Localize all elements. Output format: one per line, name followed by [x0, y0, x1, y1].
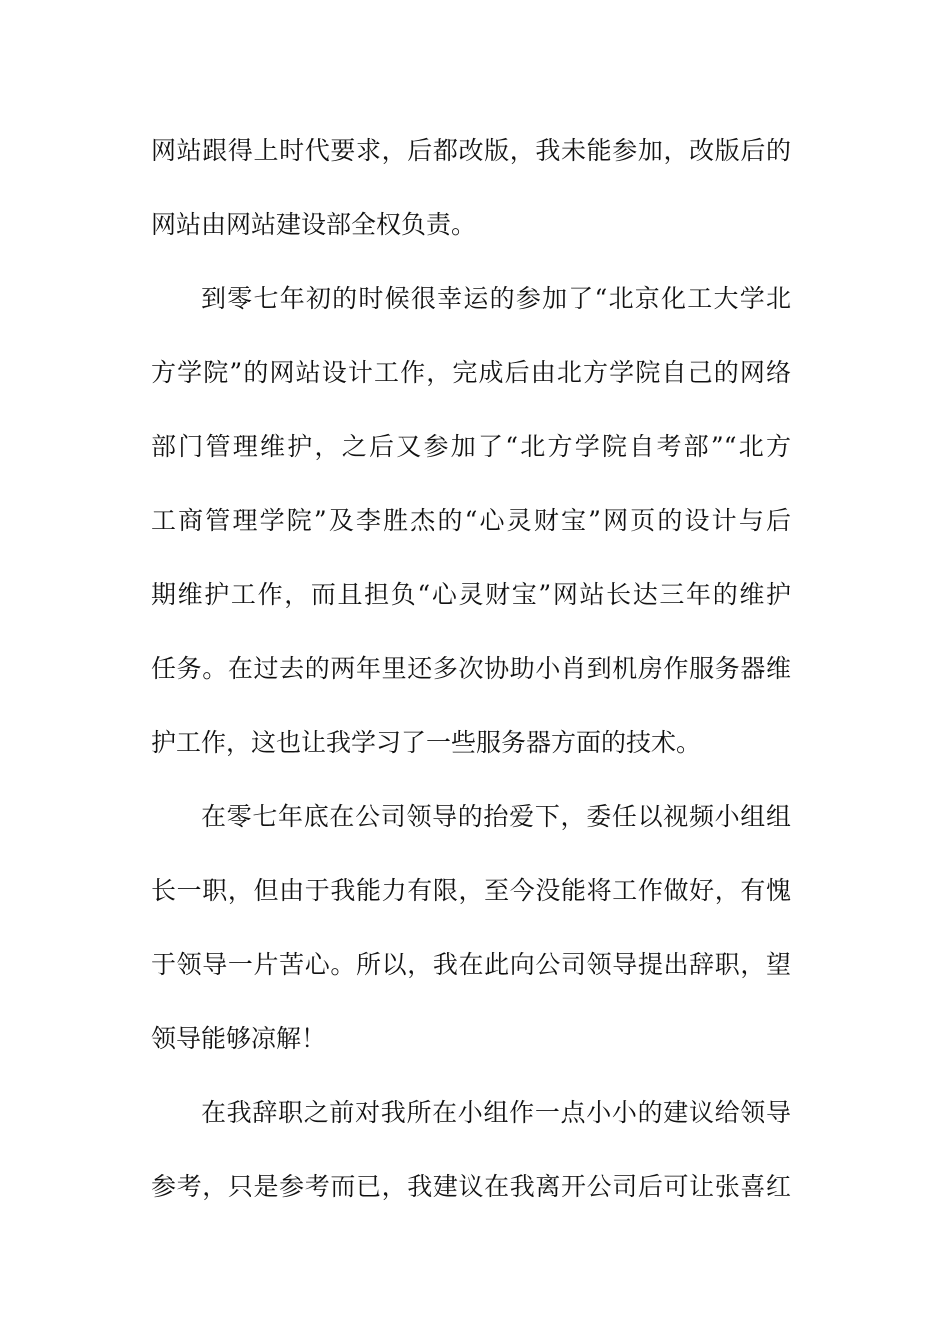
text-line: 方学院”的网站设计工作，完成后由北方学院自己的网络 [151, 358, 791, 387]
paragraph-first-line: 到零七年初的时候很幸运的参加了“北京化工大学北 [201, 284, 791, 313]
text-line: 期维护工作，而且担负“心灵财宝”网站长达三年的维护 [151, 580, 791, 609]
text-line: 于领导一片苦心。所以，我在此向公司领导提出辞职，望 [151, 950, 791, 979]
text-line: 参考，只是参考而已，我建议在我离开公司后可让张喜红 [151, 1172, 791, 1201]
text-line: 网站跟得上时代要求，后都改版，我未能参加，改版后的 [151, 136, 791, 165]
text-line: 任务。在过去的两年里还多次协助小肖到机房作服务器维 [151, 654, 791, 683]
text-line: 长一职，但由于我能力有限，至今没能将工作做好，有愧 [151, 876, 791, 905]
text-line: 部门管理维护，之后又参加了“北方学院自考部”“北方 [151, 432, 791, 461]
text-line: 领导能够凉解！ [151, 1024, 327, 1053]
text-line: 工商管理学院”及李胜杰的“心灵财宝”网页的设计与后 [151, 506, 791, 535]
text-line: 护工作，这也让我学习了一些服务器方面的技术。 [151, 728, 702, 757]
document-body [151, 124, 791, 1234]
paragraph-first-line: 在我辞职之前对我所在小组作一点小小的建议给领导 [201, 1098, 791, 1127]
paragraph-first-line: 在零七年底在公司领导的抬爱下，委任以视频小组组 [201, 802, 791, 831]
text-line: 网站由网站建设部全权负责。 [151, 210, 477, 239]
